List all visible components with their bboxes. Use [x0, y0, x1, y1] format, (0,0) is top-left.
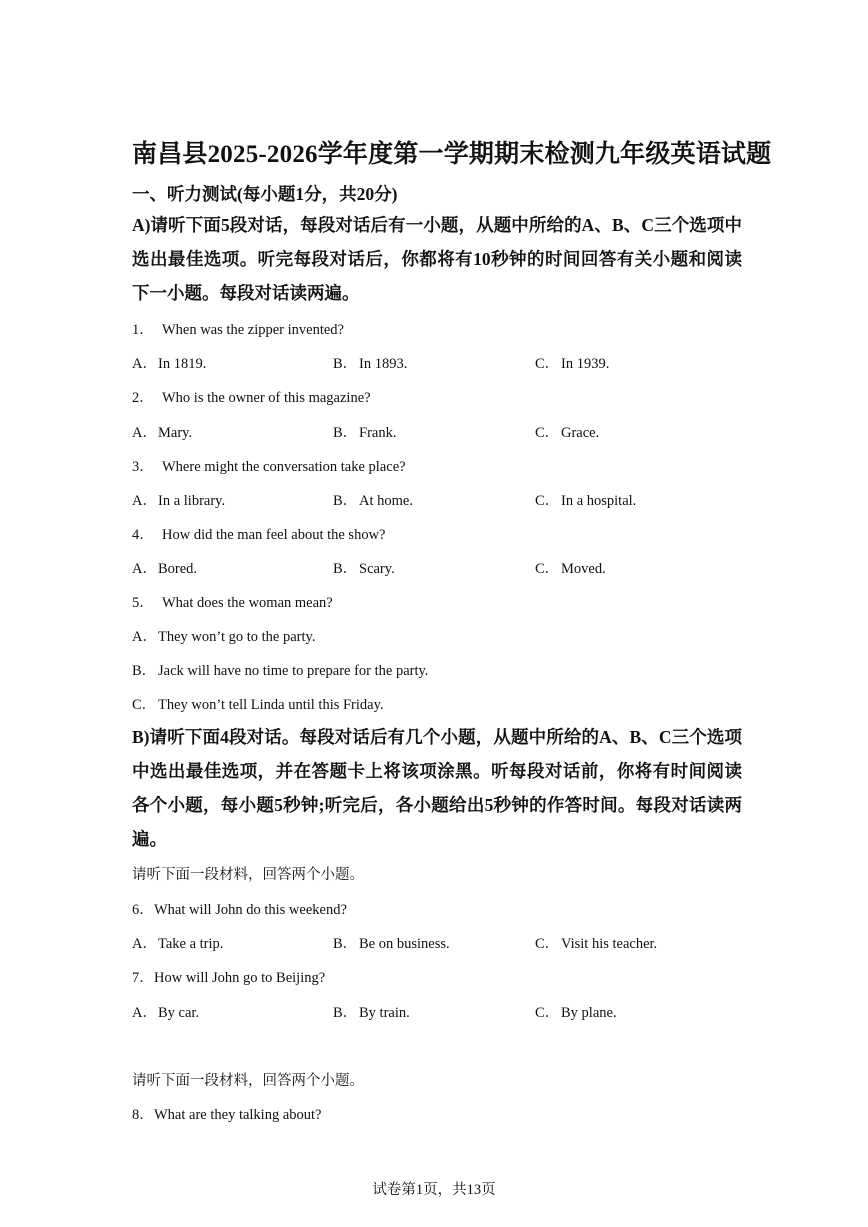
- q7-option-c: C． By plane.: [535, 1005, 617, 1021]
- question-number: 5．: [132, 595, 154, 611]
- question-number: 7．: [132, 970, 154, 986]
- q4-option-b: B． Scary.: [333, 561, 395, 577]
- q5-option-a: A．They won’t go to the party.: [132, 629, 316, 645]
- q1-option-b: B． In 1893.: [333, 356, 408, 372]
- question-5: [132, 591, 333, 612]
- question-number: 3．: [132, 459, 154, 475]
- q5-option-b: B． Jack will have no time to prepare for the party.: [132, 663, 429, 679]
- q4-option-c: C． Moved.: [535, 561, 606, 577]
- question-text: What will John do this weekend?: [154, 902, 347, 918]
- q1-option-c: C． In 1939.: [535, 356, 610, 372]
- question-1: [132, 318, 344, 339]
- q3-option-a: A．In a library.: [132, 493, 226, 509]
- q2-option-c: C． Grace.: [535, 425, 600, 441]
- question-text: How did the man feel about the show?: [162, 527, 386, 543]
- q3-option-c: C． In a hospital.: [535, 493, 637, 509]
- question-number: 2．: [132, 390, 154, 406]
- question-text: What are they talking about?: [154, 1107, 322, 1123]
- page-footer: 试卷第1页，共13页: [372, 1182, 496, 1198]
- question-number: 6．: [132, 902, 154, 918]
- question-number: 1．: [132, 322, 154, 338]
- q5-option-c: C． They won’t tell Linda until this Friday.: [132, 697, 384, 713]
- listen-note: 请听下面一段材料，回答两个小题。: [132, 867, 364, 883]
- q2-option-a: A．Mary.: [132, 425, 193, 441]
- listen-note: 请听下面一段材料，回答两个小题。: [132, 1073, 364, 1089]
- q7-option-b: B． By train.: [333, 1005, 410, 1021]
- question-text: Who is the owner of this magazine?: [162, 390, 371, 406]
- question-8: [132, 1103, 322, 1124]
- question-3: [132, 455, 406, 476]
- question-text: How will John go to Beijing?: [154, 970, 326, 986]
- q3-option-b: B． At home.: [333, 493, 413, 509]
- exam-title: 南昌县2025-2026学年度第一学期期末检测九年级英语试题: [132, 141, 772, 168]
- question-6: [132, 898, 347, 919]
- part-a-instructions: A)请听下面5段对话，每段对话后有一小题，从题中所给的A、B、C三个选项中选出最佳选项。听完每段对话后，你都将有10秒钟的时间回答有关小题和阅读下一小题。每段对话读两遍。: [132, 215, 742, 303]
- question-text: When was the zipper invented?: [162, 322, 344, 338]
- part-b-instructions: B)请听下面4段对话。每段对话后有几个小题，从题中所给的A、B、C三个选项中选出最佳选项，并在答题卡上将该项涂黑。听每段对话前，你将有时间阅读各个小题，每小题5秒钟;听完后，各小题给出5秒钟的作答时间。每段对话读两遍。: [132, 727, 742, 849]
- question-text: What does the woman mean?: [162, 595, 333, 611]
- q6-option-b: B． Be on business.: [333, 936, 450, 952]
- q2-option-b: B． Frank.: [333, 425, 397, 441]
- q1-option-a: A．In 1819.: [132, 356, 207, 372]
- q7-option-a: A．By car.: [132, 1005, 200, 1021]
- question-number: 8．: [132, 1107, 154, 1123]
- question-7: [132, 966, 325, 987]
- q4-option-a: A．Bored.: [132, 561, 198, 577]
- question-2: [132, 386, 371, 407]
- question-text: Where might the conversation take place?: [162, 459, 406, 475]
- question-4: [132, 523, 385, 544]
- q6-option-a: A．Take a trip.: [132, 936, 224, 952]
- q6-option-c: C． Visit his teacher.: [535, 936, 658, 952]
- question-number: 4．: [132, 527, 154, 543]
- section-heading-listening: 一、听力测试(每小题1分，共20分): [132, 184, 398, 204]
